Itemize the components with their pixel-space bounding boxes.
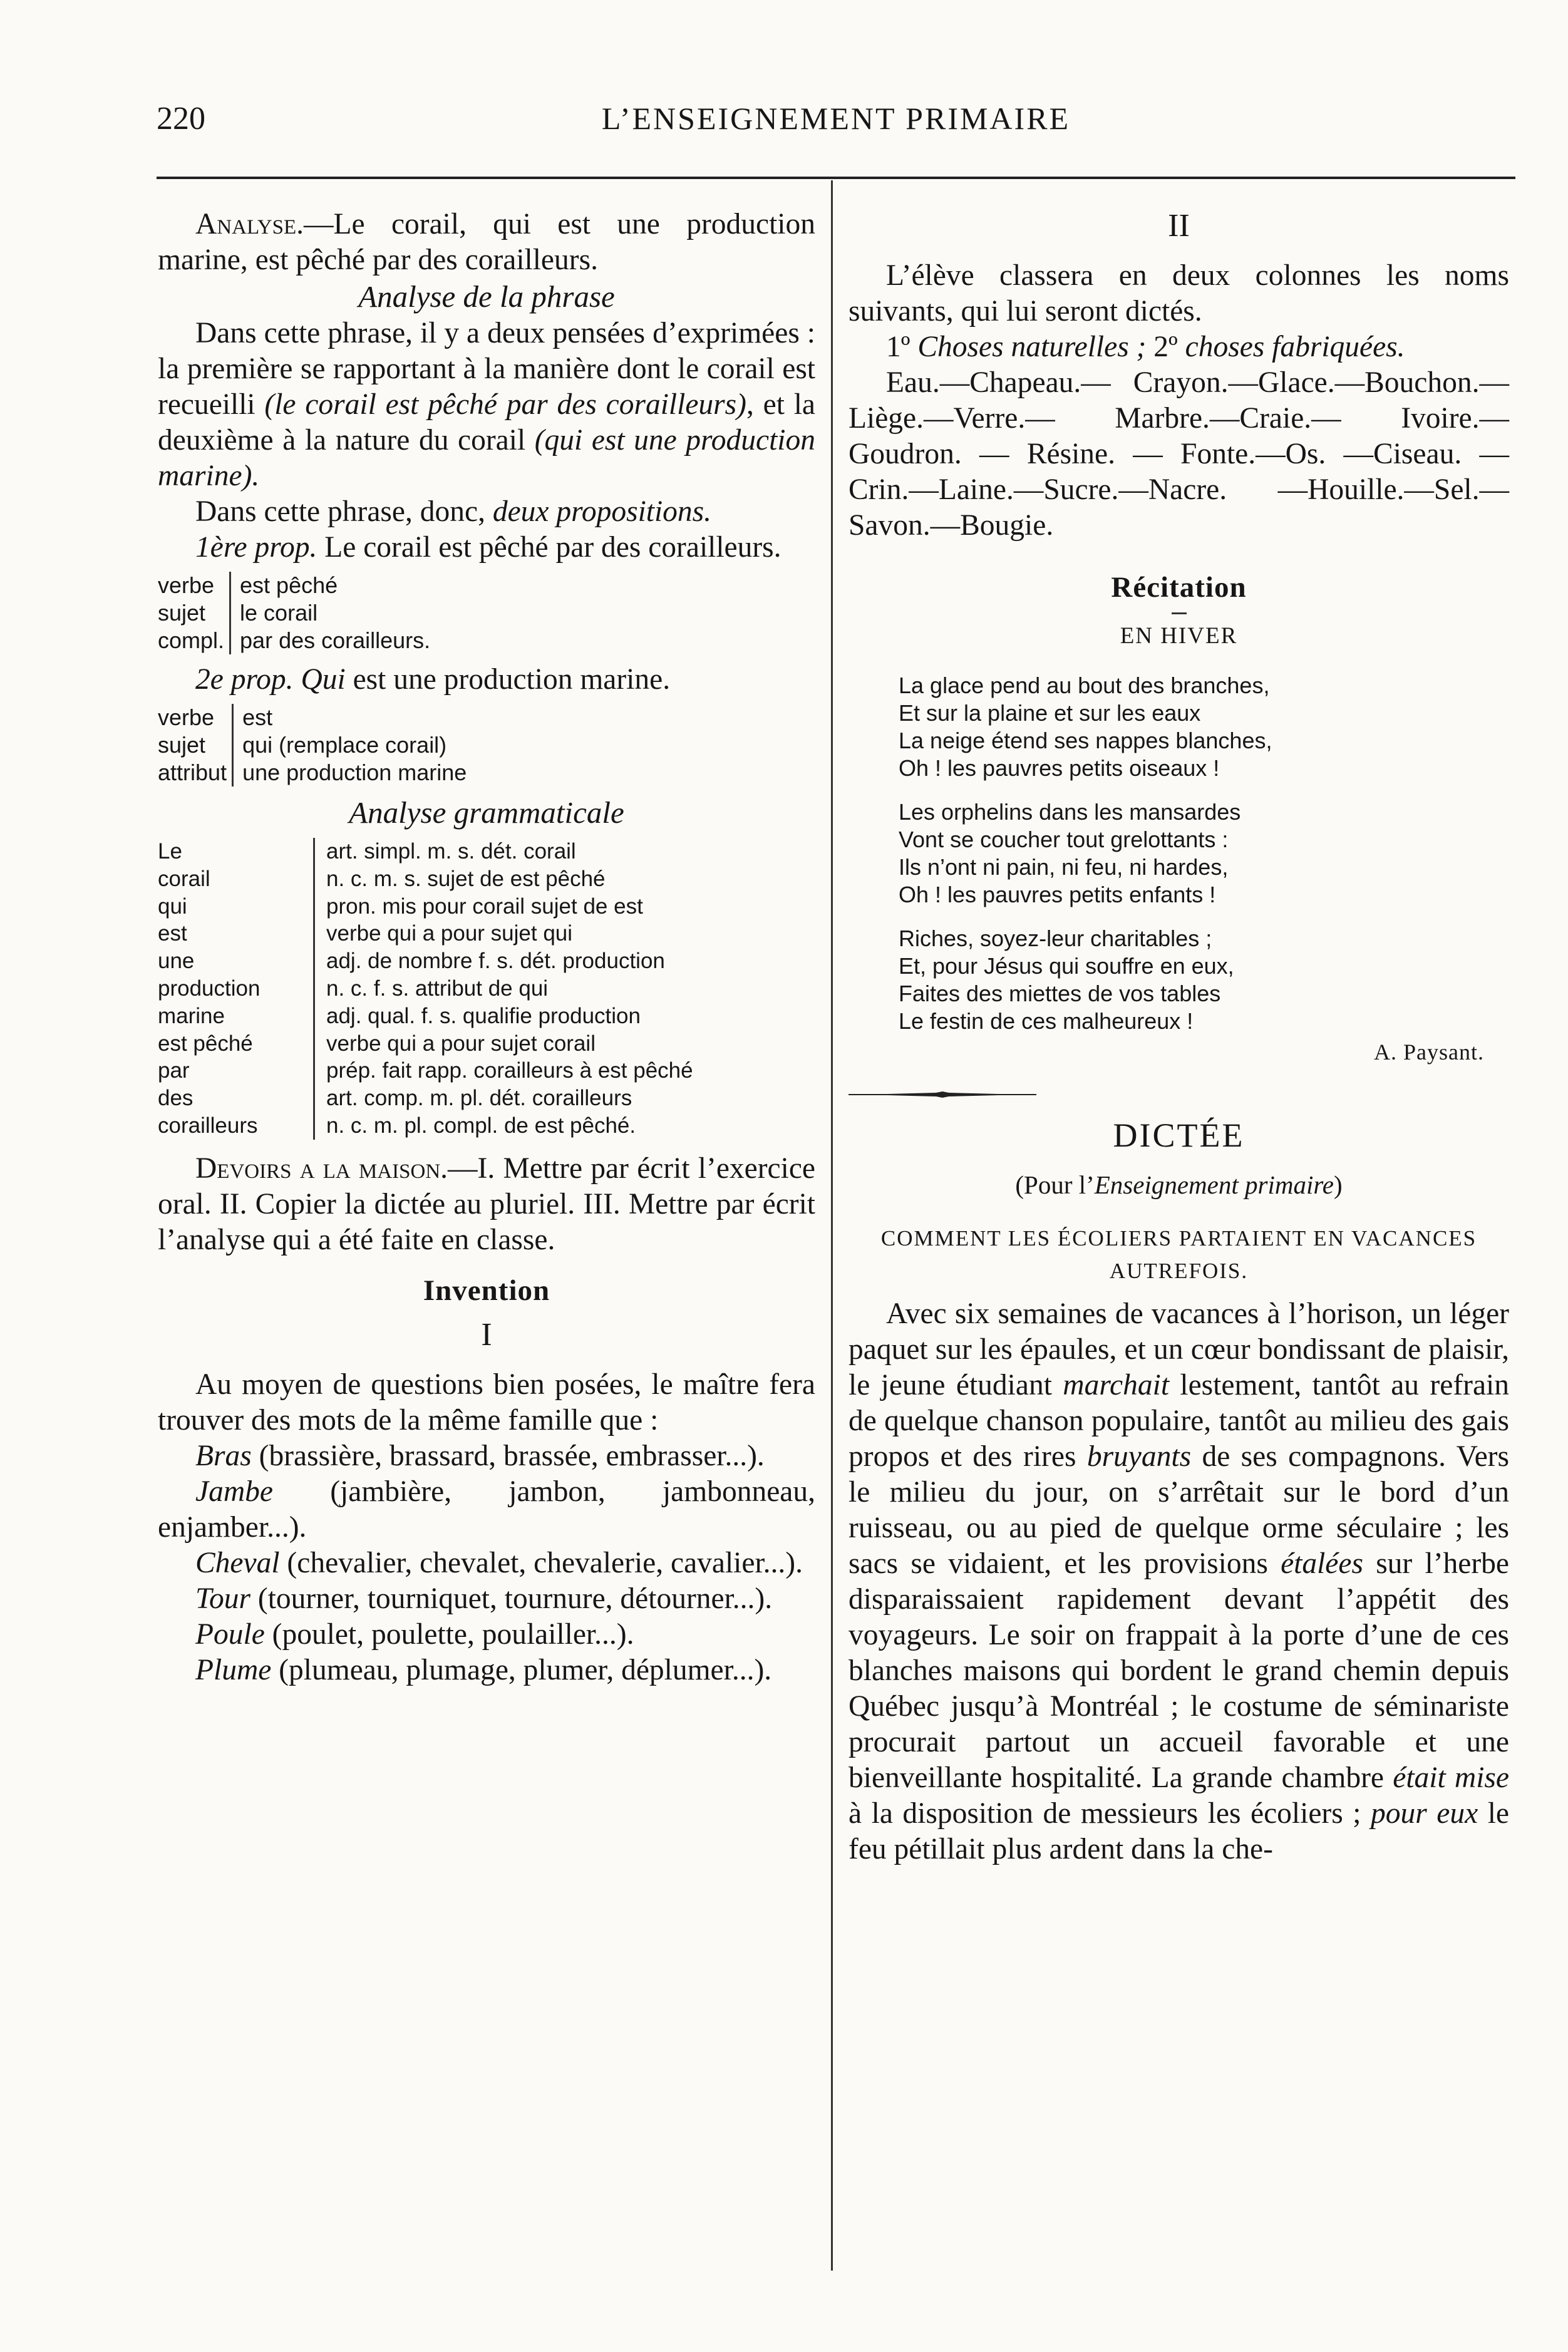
word-cell: corailleurs bbox=[158, 1113, 258, 1138]
dictee-subtitle: COMMENT LES ÉCOLIERS PARTAIENT EN VACANCES AUTREFOIS. bbox=[880, 1226, 1477, 1283]
text-span: Dans cette phrase, il y a deux pensées d’exprimées : la première se rapportant à la manière dont le corail est recueilli bbox=[158, 317, 815, 421]
text-span-italic: (le corail est pêché par des corailleurs) bbox=[264, 388, 746, 421]
poem-stanza bbox=[899, 925, 1509, 1035]
text-span: lestement, tantôt au refrain de quelque chanson populaire, tantôt au milieu des gais propos et des rires bbox=[848, 1369, 1509, 1473]
text-span: le feu pétillait plus ardent dans la che- bbox=[848, 1797, 1509, 1865]
family-word: Tour bbox=[195, 1582, 251, 1615]
analyse-label: Analyse. bbox=[195, 208, 304, 240]
poem-line: Oh ! les pauvres petits oiseaux ! bbox=[899, 755, 1220, 781]
analysis-cell: n. c. m. s. sujet de est pêché bbox=[314, 865, 693, 893]
table-row bbox=[158, 920, 693, 947]
gram-title: Analyse grammaticale bbox=[349, 795, 624, 830]
poem-line: La neige étend ses nappes blanches, bbox=[899, 728, 1272, 753]
ornament-divider bbox=[848, 1090, 1036, 1099]
dictee-text bbox=[848, 1296, 1509, 1867]
table-row bbox=[158, 947, 693, 975]
family-list: (poulet, poulette, poulailler...). bbox=[264, 1617, 634, 1651]
text-span: Dans cette phrase, donc, bbox=[195, 495, 493, 528]
text-span: sur l’herbe disparaissaient rapidement devant l’appétit des voyageurs. Le soir on frappait à la porte d’une de ces blanches maisons qui bordent le grand chemin depuis Québec jusqu’à Montréal ; le costume de séminariste procurait partout un accueil favorable et une bienveillante hospitalité. La grande chambre bbox=[848, 1547, 1510, 1794]
poem-stanza bbox=[899, 672, 1509, 782]
prop2-text: est une production marine. bbox=[345, 663, 671, 696]
text-span: ) bbox=[1333, 1170, 1343, 1199]
text-span-italic: étalées bbox=[1281, 1547, 1363, 1580]
role-cell: attribut bbox=[158, 760, 227, 785]
poem-author: A. Paysant. bbox=[1374, 1039, 1484, 1065]
text-span-italic: pour eux bbox=[1370, 1797, 1478, 1830]
devoirs-text: —I. Mettre par écrit l’exercice oral. II. Copier la dictée au pluriel. III. Mettre par écrit l’analyse qui a été faite en classe. bbox=[158, 1152, 815, 1256]
word-cell: Le bbox=[158, 839, 182, 864]
poem-line: Les orphelins dans les mansardes bbox=[899, 799, 1241, 825]
word-cell: est bbox=[158, 921, 187, 946]
family-word: Bras bbox=[195, 1439, 252, 1472]
text-span: Avec six semaines de vacances à l’horison, un léger paquet sur les épaules, et un cœur bondissant de plaisir, le jeune étudiant bbox=[848, 1297, 1509, 1401]
prop2-analysis-table bbox=[158, 704, 472, 787]
short-divider bbox=[1172, 612, 1187, 614]
analyse-text: —Le corail, qui est une production marine, est pêché par des corailleurs. bbox=[158, 208, 815, 276]
table-row bbox=[158, 704, 472, 731]
text-span: 2º bbox=[1146, 331, 1185, 363]
family-list: (brassière, brassard, brassée, embrasser...). bbox=[251, 1439, 765, 1472]
phrase-paragraph-1 bbox=[158, 316, 815, 494]
table-row bbox=[158, 759, 472, 787]
table-row bbox=[158, 1112, 693, 1140]
text-span: (Pour l’ bbox=[1015, 1170, 1095, 1199]
poem-line: Et, pour Jésus qui souffre en eux, bbox=[899, 953, 1234, 979]
table-row bbox=[158, 731, 472, 759]
dictee-source bbox=[848, 1166, 1509, 1204]
table-row bbox=[158, 838, 693, 865]
text-span-italic: était mise bbox=[1393, 1761, 1510, 1794]
family-word: Jambe bbox=[195, 1475, 273, 1508]
prop1-label: 1ère prop. bbox=[195, 531, 317, 564]
poem-stanza bbox=[899, 798, 1509, 909]
word-cell: production bbox=[158, 976, 260, 1001]
family-list: (tourner, tourniquet, tournure, détourner...). bbox=[250, 1582, 773, 1615]
word-cell: par bbox=[158, 1058, 190, 1083]
table-row bbox=[158, 865, 693, 893]
invention-intro: Au moyen de questions bien posées, le maître fera trouver des mots de la même famille que : bbox=[158, 1368, 815, 1436]
text-span-italic: bruyants bbox=[1086, 1440, 1192, 1473]
prop1-text: Le corail est pêché par des corailleurs. bbox=[317, 531, 781, 564]
family-list: (plumeau, plumage, plumer, déplumer...). bbox=[271, 1653, 772, 1686]
column-divider bbox=[831, 180, 833, 2271]
family-item bbox=[158, 1545, 815, 1581]
poem bbox=[899, 672, 1509, 1035]
phrase-paragraph-2 bbox=[158, 494, 815, 530]
page-header bbox=[157, 100, 1515, 150]
analysis-cell: n. c. f. s. attribut de qui bbox=[314, 975, 693, 1003]
poem-line: Riches, soyez-leur charitables ; bbox=[899, 926, 1212, 951]
recitation-heading: Récitation bbox=[1111, 571, 1247, 604]
analysis-cell: adj. de nombre f. s. dét. production bbox=[314, 947, 693, 975]
poem-title: EN HIVER bbox=[1120, 623, 1238, 649]
word-cell: qui bbox=[158, 894, 187, 919]
table-row bbox=[158, 1057, 693, 1085]
value-cell: est pêché bbox=[230, 572, 436, 599]
grammatical-analysis-table bbox=[158, 838, 693, 1140]
left-column bbox=[158, 207, 815, 1688]
poem-line: Faites des miettes de vos tables bbox=[899, 981, 1221, 1006]
analyse-phrase-title: Analyse de la phrase bbox=[358, 279, 615, 314]
analysis-cell: n. c. m. pl. compl. de est pêché. bbox=[314, 1112, 693, 1140]
text-span-italic: (qui est une production marine). bbox=[158, 424, 815, 492]
table-row bbox=[158, 599, 435, 627]
text-span-italic: choses fabriquées. bbox=[1185, 331, 1405, 363]
analysis-cell: verbe qui a pour sujet qui bbox=[314, 920, 693, 947]
word-list: Eau.—Chapeau.— Crayon.—Glace.—Bouchon.— Liège.—Verre.— Marbre.—Craie.— Ivoire.—Goudron. — Résine. — Fonte.—Os. —Ciseau. — Crin.—Laine.—Sucre.—Nacre. —Houille.—Sel.—Savon.—Bougie. bbox=[848, 366, 1509, 542]
value-cell: est bbox=[233, 704, 472, 731]
right-column bbox=[848, 207, 1509, 1867]
prop2-line bbox=[158, 662, 815, 698]
prop2-qui: Qui bbox=[301, 663, 346, 696]
analysis-cell: art. simpl. m. s. dét. corail bbox=[314, 838, 693, 865]
role-cell: verbe bbox=[158, 572, 215, 598]
prop1-analysis-table bbox=[158, 572, 435, 654]
analysis-cell: prép. fait rapp. corailleurs à est pêché bbox=[314, 1057, 693, 1085]
value-cell: une production marine bbox=[233, 759, 472, 787]
page-number: 220 bbox=[157, 101, 205, 137]
table-row bbox=[158, 572, 435, 599]
family-word: Cheval bbox=[195, 1546, 280, 1579]
analysis-cell: art. comp. m. pl. dét. corailleurs bbox=[314, 1085, 693, 1112]
word-cell: corail bbox=[158, 866, 210, 891]
value-cell: par des corailleurs. bbox=[230, 627, 436, 654]
dictee-title: DICTÉE bbox=[1113, 1117, 1245, 1154]
word-cell: marine bbox=[158, 1003, 225, 1028]
text-span: 1º bbox=[886, 331, 918, 363]
poem-line: La glace pend au bout des branches, bbox=[899, 673, 1270, 698]
text-span-italic: Choses naturelles ; bbox=[917, 331, 1147, 363]
word-cell: une bbox=[158, 949, 195, 974]
devoirs-label: Devoirs a la maison. bbox=[195, 1152, 448, 1185]
running-title: L’ENSEIGNEMENT PRIMAIRE bbox=[601, 101, 1071, 136]
table-row bbox=[158, 893, 693, 921]
poem-line: Vont se coucher tout grelottants : bbox=[899, 827, 1229, 852]
table-row bbox=[158, 1030, 693, 1058]
classer-paragraph: L’élève classera en deux colonnes les noms suivants, qui lui seront dictés. bbox=[848, 259, 1509, 328]
text-span: , et la deuxième à la nature du corail bbox=[158, 388, 816, 456]
family-item bbox=[158, 1474, 815, 1545]
prop1-line bbox=[158, 530, 815, 565]
role-cell: sujet bbox=[158, 600, 206, 626]
devoirs-paragraph bbox=[158, 1151, 815, 1258]
text-span-italic: marchait bbox=[1063, 1369, 1170, 1401]
family-list: (chevalier, chevalet, chevalerie, cavalier...). bbox=[279, 1546, 803, 1579]
prop2-label: 2e prop. bbox=[195, 663, 294, 696]
analyse-paragraph bbox=[158, 207, 815, 278]
invention-heading: Invention bbox=[423, 1274, 550, 1307]
text-span-italic: Enseignement primaire bbox=[1094, 1170, 1334, 1199]
family-item bbox=[158, 1438, 815, 1474]
family-item bbox=[158, 1617, 815, 1653]
value-cell: le corail bbox=[230, 599, 436, 627]
text-span: à la disposition de messieurs les écoliers ; bbox=[848, 1797, 1371, 1830]
poem-line: Le festin de ces malheureux ! bbox=[899, 1008, 1194, 1034]
value-cell: qui (remplace corail) bbox=[233, 731, 472, 759]
analysis-cell: pron. mis pour corail sujet de est bbox=[314, 893, 693, 921]
family-item bbox=[158, 1653, 815, 1688]
poem-line: Ils n’ont ni pain, ni feu, ni hardes, bbox=[899, 854, 1229, 880]
poem-line: Oh ! les pauvres petits enfants ! bbox=[899, 882, 1216, 907]
header-rule bbox=[157, 177, 1515, 179]
family-word: Poule bbox=[195, 1617, 265, 1651]
poem-line: Et sur la plaine et sur les eaux bbox=[899, 700, 1201, 726]
table-row bbox=[158, 975, 693, 1003]
classer-categories bbox=[848, 329, 1509, 365]
roman-ii: II bbox=[1168, 208, 1190, 244]
word-cell: est pêché bbox=[158, 1031, 253, 1056]
text-span-italic: deux propositions. bbox=[492, 495, 712, 528]
analysis-cell: verbe qui a pour sujet corail bbox=[314, 1030, 693, 1058]
table-row bbox=[158, 1085, 693, 1112]
role-cell: compl. bbox=[158, 627, 225, 653]
family-item bbox=[158, 1581, 815, 1617]
table-row bbox=[158, 1003, 693, 1030]
analysis-cell: adj. qual. f. s. qualifie production bbox=[314, 1003, 693, 1030]
invention-roman: I bbox=[481, 1316, 492, 1353]
role-cell: verbe bbox=[158, 704, 215, 730]
text-span: de ses compagnons. Vers le milieu du jour, on s’arrêtait sur le bord d’un ruisseau, ou au pied de quelque orme séculaire ; les sacs se vidaient, et les provisions bbox=[848, 1440, 1509, 1580]
role-cell: sujet bbox=[158, 732, 206, 758]
family-list: (jambière, jambon, jambonneau, enjamber...). bbox=[158, 1475, 815, 1544]
family-word: Plume bbox=[195, 1653, 272, 1686]
word-cell: des bbox=[158, 1086, 193, 1111]
table-row bbox=[158, 627, 435, 654]
